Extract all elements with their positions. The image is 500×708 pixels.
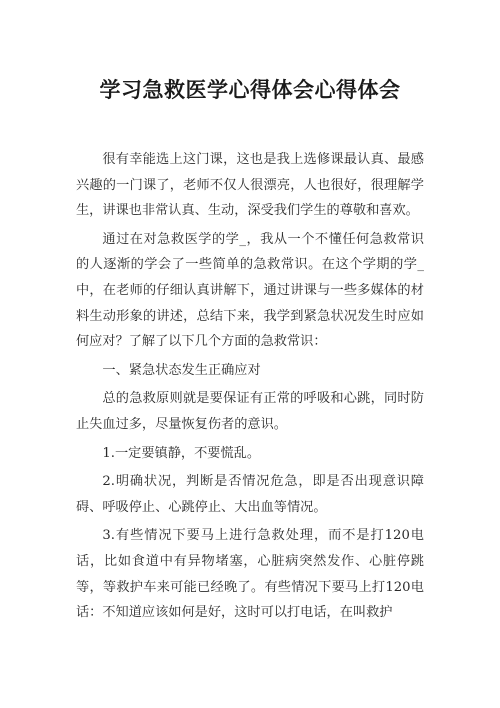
list-item: 1.一定要镇静，不要慌乱。: [102, 445, 261, 461]
paragraph: 很有幸能选上这门课，这也是我上选修课最认真、最感兴趣的一门课了，老师不仅人很漂亮，人也很好，很理解学生，讲课也非常认真、生动，深受我们学生的尊敬和喜欢。: [76, 152, 424, 219]
section-heading: 一、紧急状态发生正确应对: [102, 362, 261, 378]
list-item: 3.有些情况下要马上进行急救处理，而不是打120电话，比如食道中有异物堵塞，心脏病突然发作、心脏停跳等，等救护车来可能已经晚了。有些情况下要马上打120电话：不知道应该如何是好，这时可以打电话，在叫救护: [76, 528, 424, 621]
document-body: [76, 147, 424, 629]
document-title: 学习急救医学心得体会心得体会: [99, 78, 401, 102]
paragraph: 通过在对急救医学的学_，我从一个不懂任何急救常识的人逐渐的学会了一些简单的急救常识。在这个学期的学_中，在老师的仔细认真讲解下，通过讲课与一些多媒体的材料生动形象的讲述，总结下来，我学到紧急状况发生时应如何应对？了解了以下几个方面的急救常识：: [76, 231, 424, 350]
list-item: 2.明确状况，判断是否情况危急，即是否出现意识障碍、呼吸停止、心跳停止、大出血等情况。: [76, 474, 424, 515]
paragraph: 总的急救原则就是要保证有正常的呼吸和心跳，同时防止失血过多，尽量恢复伤者的意识。: [76, 391, 424, 432]
